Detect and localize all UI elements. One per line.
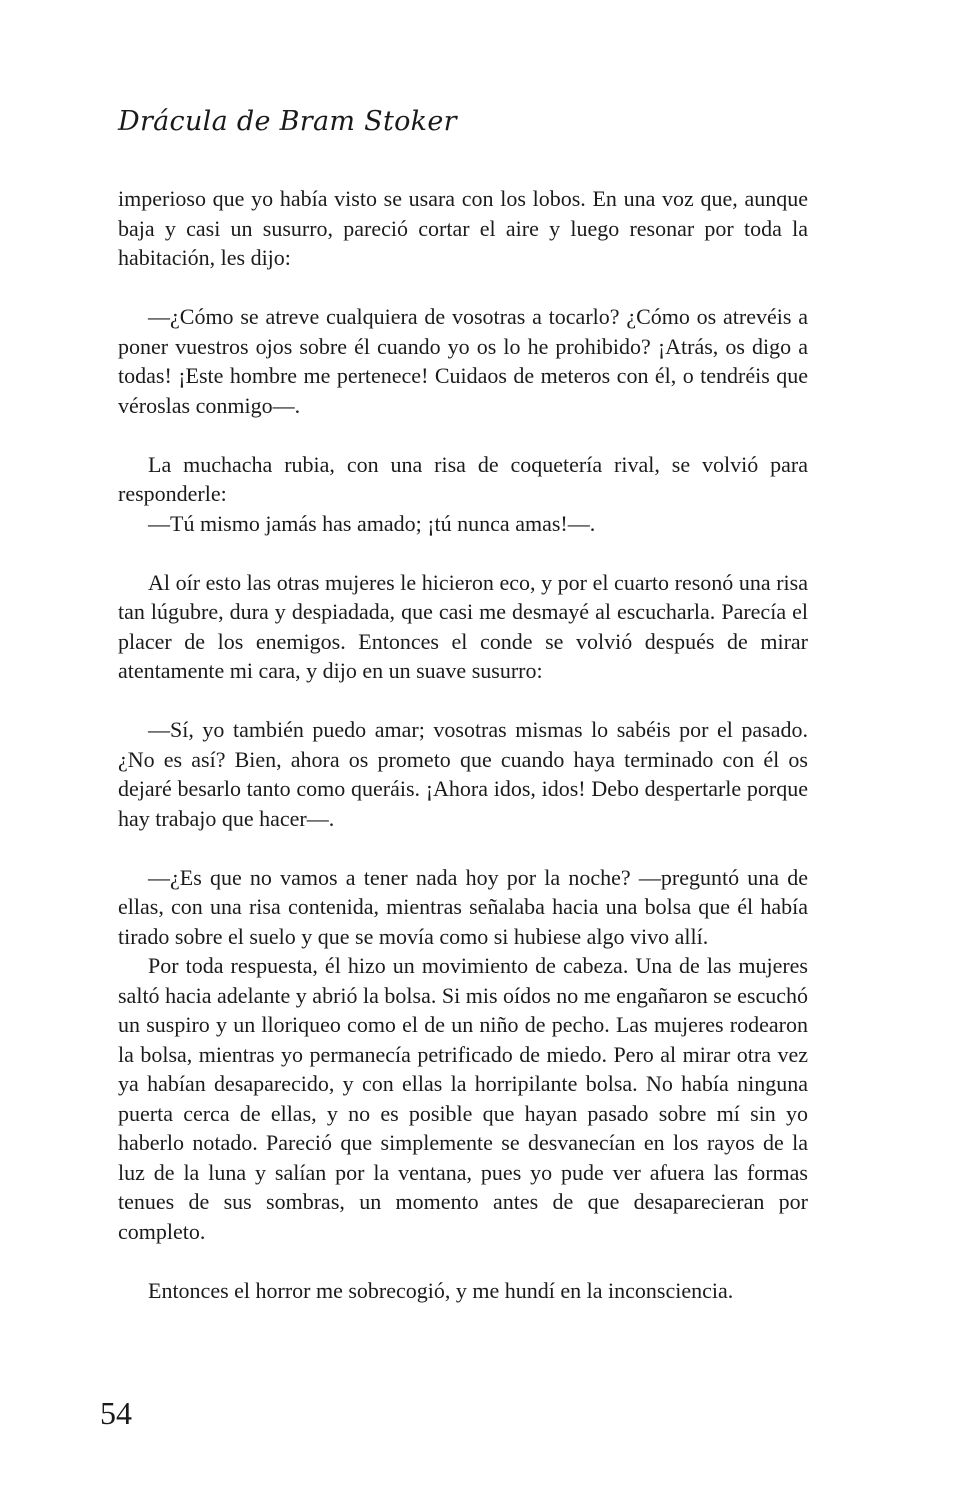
- paragraph-bag: Por toda respuesta, él hizo un movimiento de cabeza. Una de las mujeres saltó hacia adelante y abrió la bolsa. Si mis oídos no me engañaron se escuchó un suspiro y un lloriqueo como el de un niño de pecho. Las mujeres rodearon la bolsa, mientras yo permanecía petrificado de miedo. Pero al mirar otra vez ya habían desaparecido, y con ellas la horripilante bolsa. No había ninguna puerta cerca de ellas, y no es posible que hayan pasado sobre mí sin yo haberlo notado. Pareció que simplemente se desvanecían en los rayos de la luz de la luna y salían por la ventana, pues yo pude ver afuera las formas tenues de sus sombras, un momento antes de que desaparecieran por completo.: [118, 953, 808, 1244]
- body-text: [118, 184, 808, 1305]
- page-number: 54: [100, 1395, 132, 1431]
- paragraph-blonde-girl: La muchacha rubia, con una risa de coquetería rival, se volvió para responderle:: [118, 451, 808, 506]
- paragraph-blonde-reply: —Tú mismo jamás has amado; ¡tú nunca amas!—.: [148, 510, 596, 536]
- paragraph-women-laugh: Al oír esto las otras mujeres le hicieron eco, y por el cuarto resonó una risa tan lúgubre, dura y despiadada, que casi me desmayé al escucharla. Parecía el placer de los enemigos. Entonces el conde se volvió después de mirar atentamente mi cara, y dijo en un suave susurro:: [118, 569, 808, 683]
- paragraph-continuation: imperioso que yo había visto se usara con los lobos. En una voz que, aunque baja y casi un susurro, pareció cortar el aire y luego resonar por toda la habitación, les dijo:: [118, 186, 808, 270]
- paragraph-horror: Entonces el horror me sobrecogió, y me hundí en la inconsciencia.: [148, 1277, 734, 1303]
- running-header: Drácula de Bram Stoker: [118, 106, 457, 137]
- paragraph-count-speech: —¿Cómo se atreve cualquiera de vosotras a tocarlo? ¿Cómo os atrevéis a poner vuestros ojos sobre él cuando yo os lo he prohibido? ¡Atrás, os digo a todas! ¡Este hombre me pertenece! Cuidaos de meteros con él, o tendréis que véroslas conmigo—.: [118, 304, 808, 418]
- paragraph-count-love: —Sí, yo también puedo amar; vosotras mismas lo sabéis por el pasado. ¿No es así? Bien, ahora os prometo que cuando haya terminado con él os dejaré besarlo tanto como queráis. ¡Ahora idos, idos! Debo despertarle porque hay trabajo que hacer—.: [118, 717, 808, 831]
- paragraph-question: —¿Es que no vamos a tener nada hoy por la noche? —preguntó una de ellas, con una risa contenida, mientras señalaba hacia una bolsa que él había tirado sobre el suelo y que se movía como si hubiese algo vivo allí.: [118, 864, 808, 949]
